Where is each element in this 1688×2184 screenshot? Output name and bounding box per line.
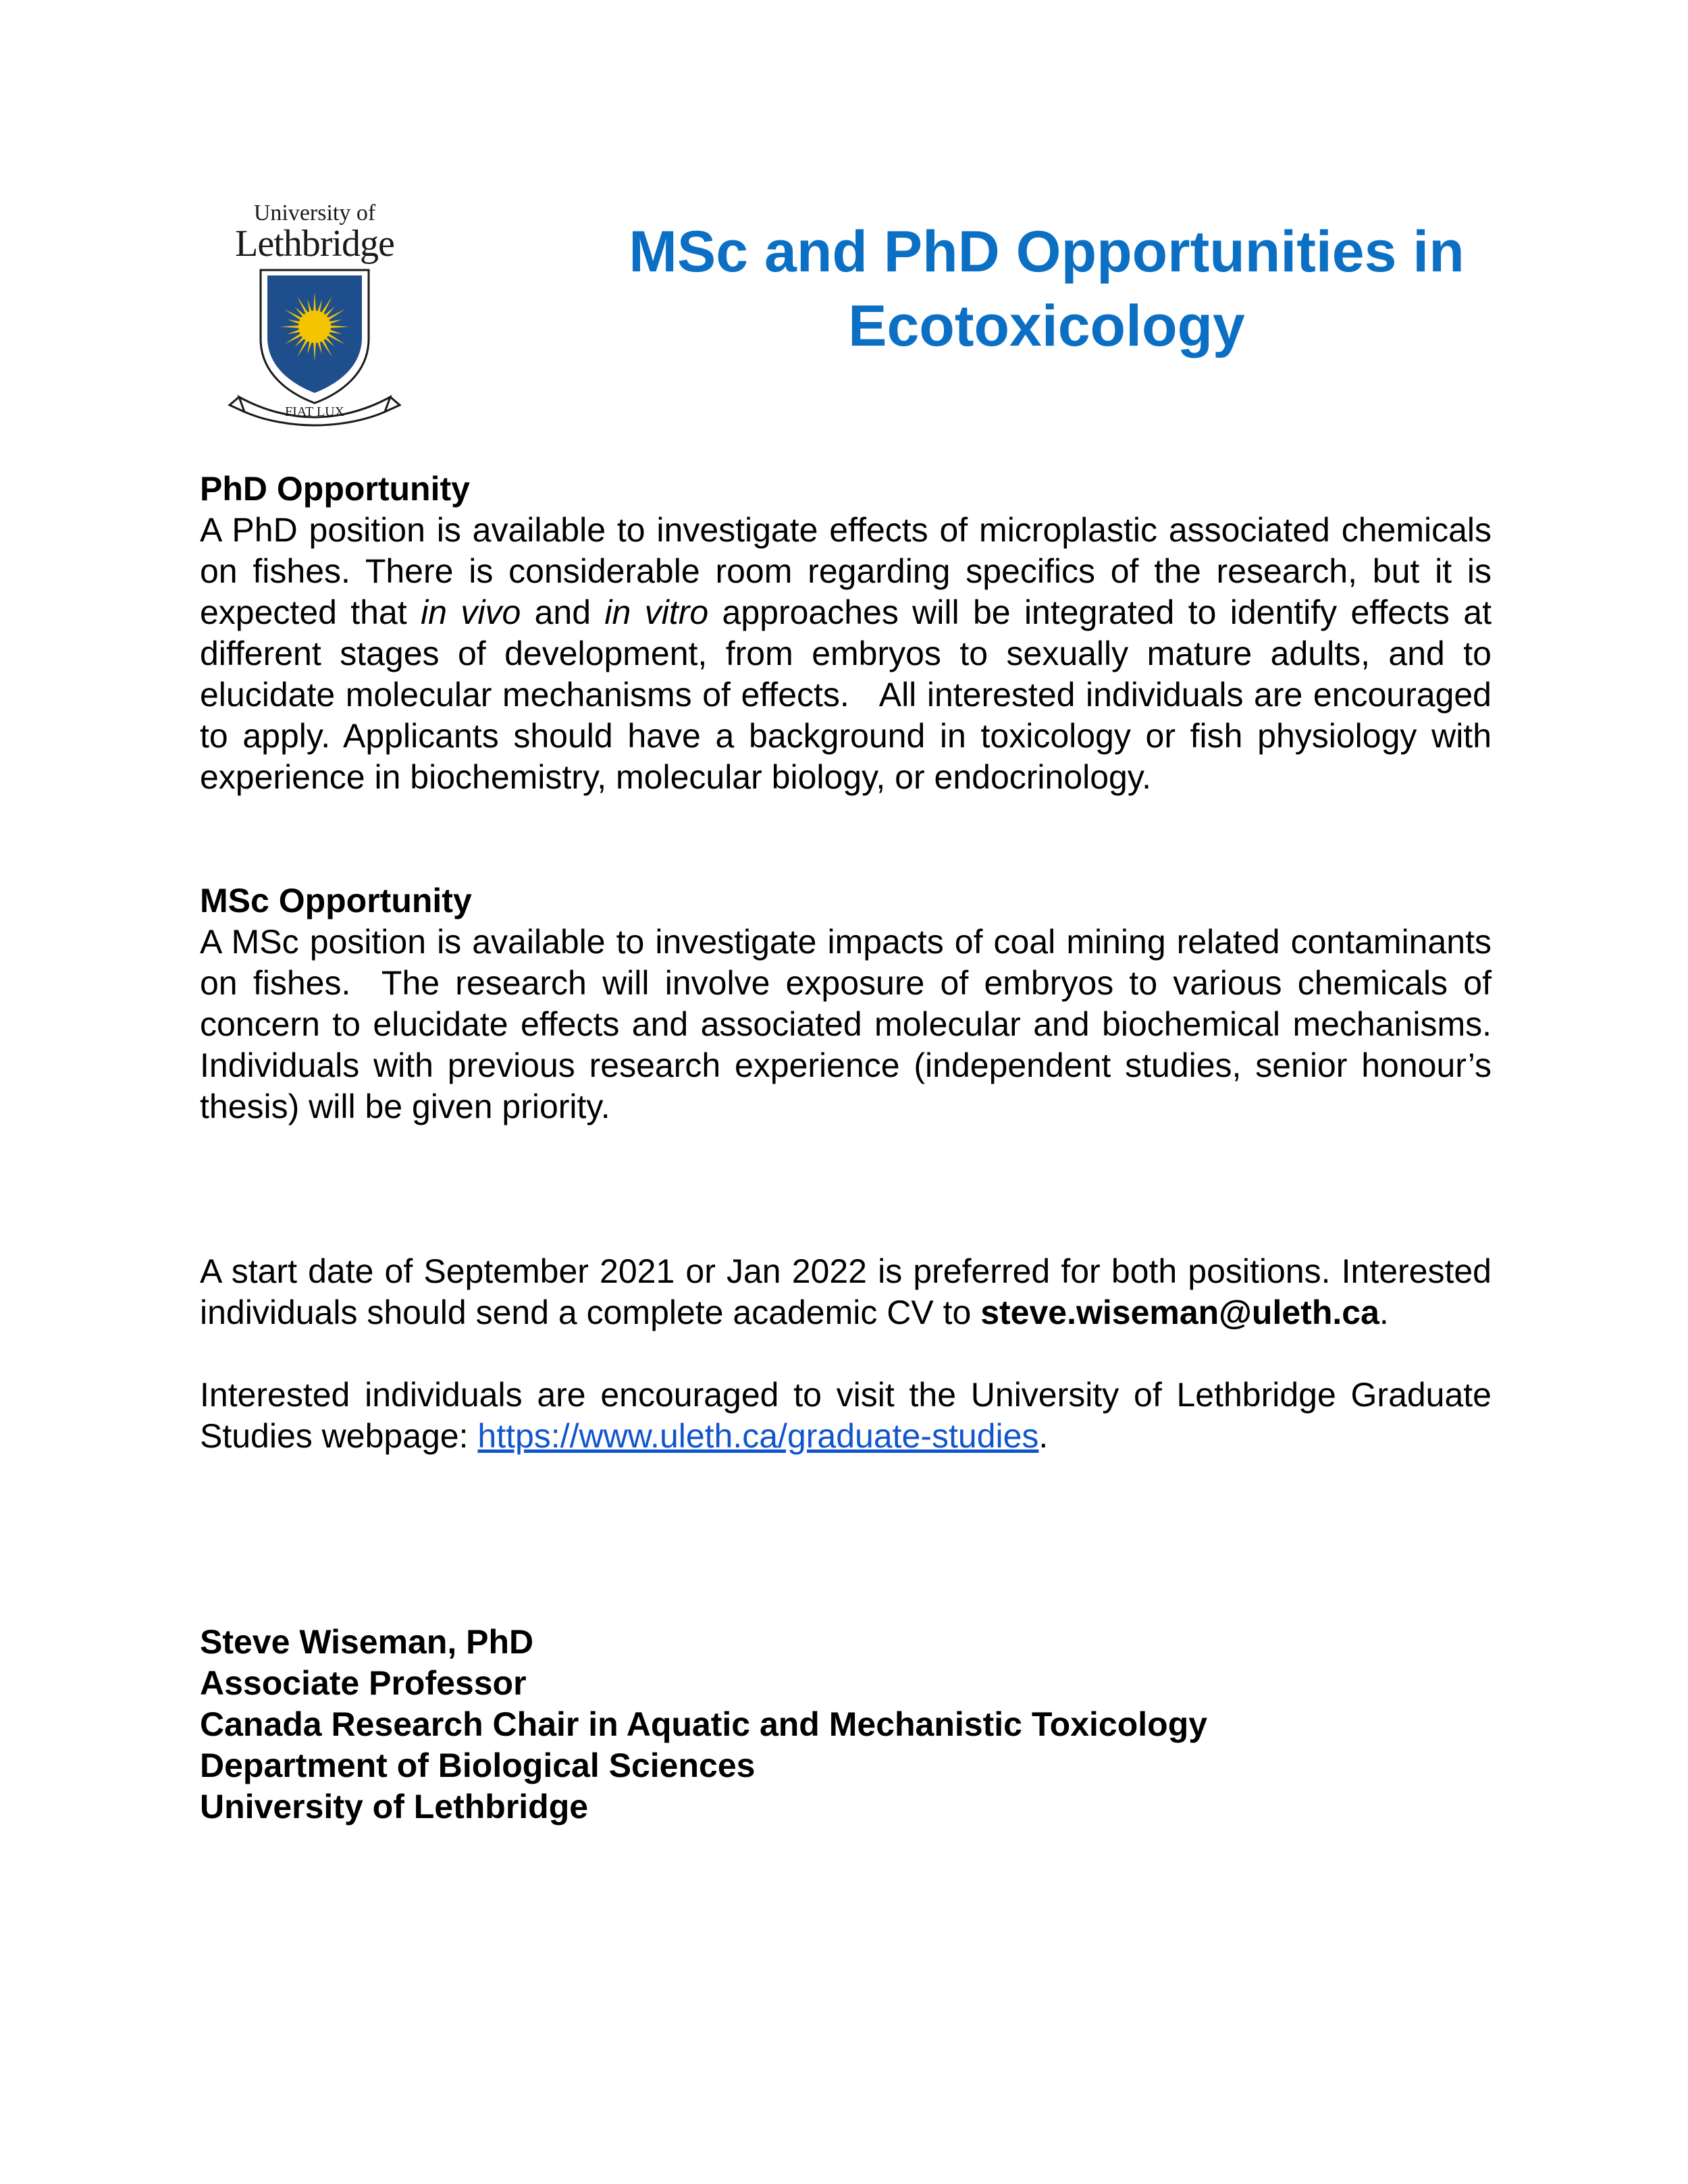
phd-text-b: and [521,593,605,631]
msc-paragraph: A MSc position is available to investigate impacts of coal mining related contaminants on fishes. The research will involve exposure of embryos to various chemicals of concern to elucidate effects and associated molecular and biochemical mechanisms. Individuals with previous research experience (independent studies, senior honour’s thesis) will be given priority. [200,923,1492,1125]
logo-lethbridge: Lethbridge [235,223,394,265]
sun-shield-crest-icon [226,265,404,427]
visit-text: Interested individuals are encouraged to visit the University of Lethbridge Graduate Studies webpage: [200,1376,1492,1455]
phd-italic-in-vivo: in vivo [421,593,521,631]
signature-university: University of Lethbridge [200,1788,589,1826]
phd-text-a: A PhD position is available to investigate effects of microplastic associated chemicals on fishes. There is considerable room regarding specifics of the research, but it is expected that [200,511,1492,631]
msc-heading: MSc Opportunity [200,882,472,920]
signature-name: Steve Wiseman, PhD [200,1623,534,1661]
start-date-paragraph [200,1251,1492,1333]
signature-title: Associate Professor [200,1664,527,1702]
title-line-2: Ecotoxicology [848,294,1245,358]
phd-paragraph [200,510,1492,798]
signature-chair: Canada Research Chair in Aquatic and Mechanistic Toxicology [200,1705,1208,1743]
page-title [554,215,1539,363]
signature-department: Department of Biological Sciences [200,1747,756,1784]
document-body [200,469,1492,1828]
contact-email[interactable]: steve.wiseman@uleth.ca [980,1294,1379,1331]
visit-paragraph [200,1375,1492,1457]
phd-heading: PhD Opportunity [200,470,470,508]
signature-block [200,1622,1492,1828]
title-line-1: MSc and PhD Opportunities in [629,219,1465,284]
university-logo [226,200,404,427]
phd-text-c: approaches will be integrated to identify effects at different stages of development, from embryos to sexually mature adults, and to elucidate molecular mechanisms of effects. All interested individuals are encouraged to apply. Applicants should have a background in toxicology or fish physiology with experience in biochemistry, molecular biology, or endocrinology. [200,593,1492,796]
visit-end: . [1038,1417,1049,1455]
logo-university-of: University of [253,201,376,225]
start-text: A start date of September 2021 or Jan 2022 is preferred for both positions. Interested individuals should send a complete academic CV to [200,1252,1492,1331]
graduate-studies-link[interactable]: https://www.uleth.ca/graduate-studies [477,1417,1039,1455]
phd-italic-in-vitro: in vitro [604,593,709,631]
logo-motto: FIAT LUX [285,404,344,419]
start-end: . [1379,1294,1389,1331]
